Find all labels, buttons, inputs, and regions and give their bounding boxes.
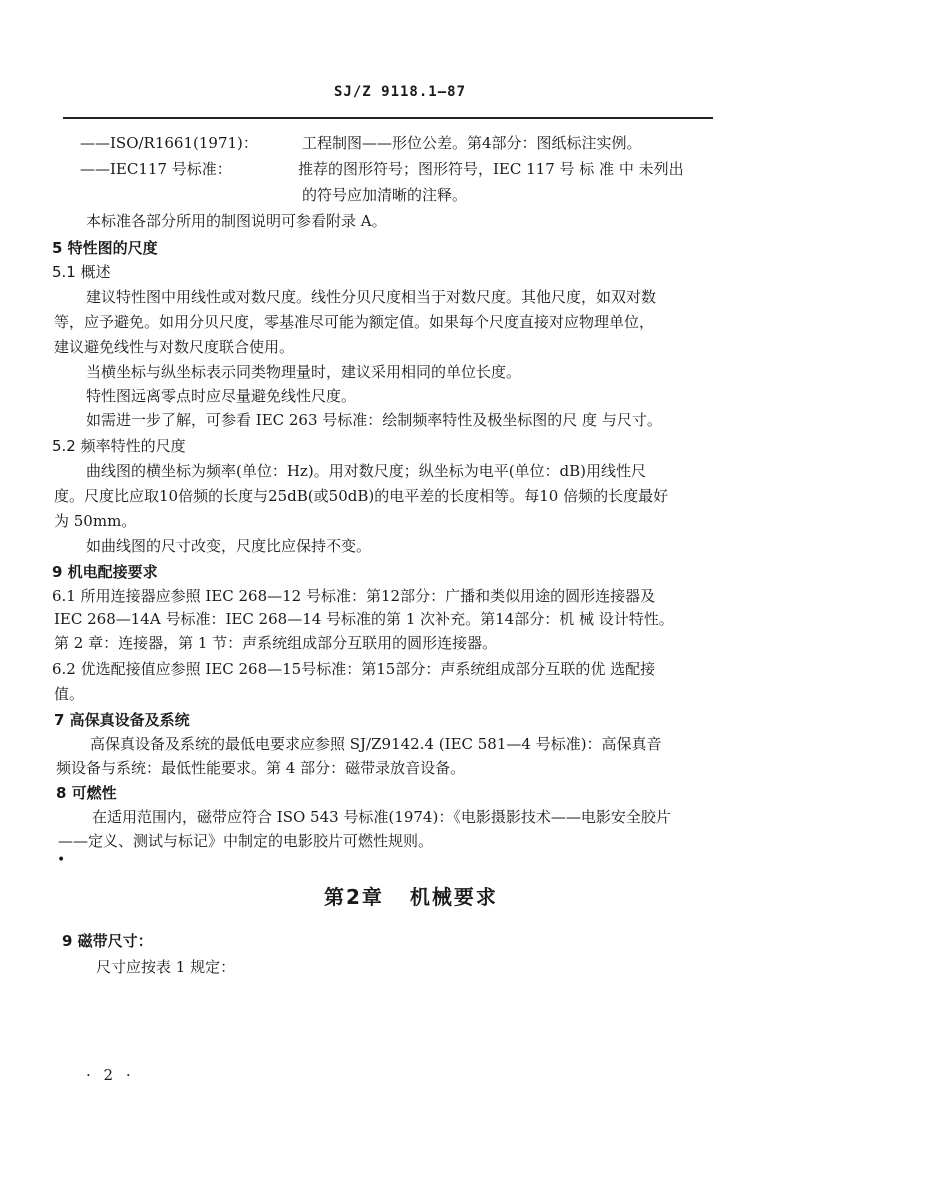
s6-line: 6.1 所用连接器应参照 IEC 268—12 号标准：第12部分：广播和类似用途的圆形连接器及: [52, 587, 656, 605]
ref-iec-desc: 推荐的图形符号；图形符号，IEC 117 号 标 准 中 未列出: [298, 160, 684, 178]
s5-line: 等，应予避免。如用分贝尺度，零基准尽可能为额定值。如果每个尺度直接对应物理单位，: [54, 313, 655, 331]
s6-line: 6.2 优选配接值应参照 IEC 268—15号标准：第15部分：声系统组成部分互联的优 选配接: [52, 660, 656, 678]
s5-line: 当横坐标与纵坐标表示同类物理量时，建议采用相同的单位长度。: [86, 363, 522, 381]
section-5-1-title: 5.1 概述: [52, 263, 111, 281]
chapter-title: 机械要求: [409, 885, 498, 909]
s5-line: 如需进一步了解，可参看 IEC 263 号标准：绘制频率特性及极坐标图的尺 度 与尺寸。: [86, 411, 662, 429]
s5-line: 建议特性图中用线性或对数尺度。线性分贝尺度相当于对数尺度。其他尺度，如双对数: [86, 288, 657, 306]
ref-iec-id: ——IEC117 号标准：: [80, 160, 232, 178]
s6-line: IEC 268—14A 号标准：IEC 268—14 号标准的第 1 次补充。第14部分：机 械 设计特性。: [54, 610, 674, 628]
s7-line: 高保真设备及系统的最低电要求应参照 SJ/Z9142.4 (IEC 581—4 号标准)：高保真音: [90, 735, 662, 753]
section-7-title: 7 高保真设备及系统: [54, 711, 190, 729]
section-6-title: 9 机电配接要求: [52, 563, 158, 581]
ref-iec-desc-cont: 的符号应加清晰的注释。: [302, 186, 468, 204]
s5-line: 特性图远离零点时应尽量避免线性尺度。: [86, 387, 357, 405]
section-5-2-title: 5.2 频率特性的尺度: [52, 437, 186, 455]
chapter-heading: [324, 881, 498, 910]
intro-text: 本标准各部分所用的制图说明可参看附录 A。: [86, 212, 387, 230]
standard-code: SJ/Z 9118.1—87: [334, 84, 467, 100]
s52-line: 曲线图的横坐标为频率(单位：Hz)。用对数尺度；纵坐标为电平(单位：dB)用线性尺: [86, 462, 647, 480]
s6-line: 第 2 章：连接器，第 1 节：声系统组成部分互联用的圆形连接器。: [54, 634, 498, 652]
section-8-title: 8 可燃性: [56, 784, 117, 802]
s9-line: 尺寸应按表 1 规定：: [96, 958, 236, 976]
section-9-title: 9 磁带尺寸：: [62, 932, 153, 950]
ref-iso-desc: 工程制图——形位公差。第4部分：图纸标注实例。: [302, 134, 642, 152]
s8-line: 在适用范围内，磁带应符合 ISO 543 号标准(1974)：《电影摄影技术——电影安全胶片: [92, 808, 671, 826]
stray-dot-mark: •: [57, 852, 66, 868]
s52-line: 度。尺度比应取10倍频的长度与25dB(或50dB)的电平差的长度相等。每10 倍频的长度最好: [54, 487, 669, 505]
s7-line: 频设备与系统：最低性能要求。第 4 部分：磁带录放音设备。: [56, 759, 466, 777]
s52-line: 为 50mm。: [54, 512, 137, 530]
chapter-number: 第2章: [324, 885, 384, 909]
section-5-title: 5 特性图的尺度: [52, 239, 158, 257]
s5-line: 建议避免线性与对数尺度联合使用。: [54, 338, 295, 356]
header-rule: [63, 117, 713, 119]
s8-line: ——定义、测试与标记》中制定的电影胶片可燃性规则。: [58, 832, 434, 850]
s6-line: 值。: [54, 685, 85, 703]
page-number: · 2 ·: [86, 1066, 135, 1084]
ref-iso-id: ——ISO/R1661(1971)：: [80, 134, 258, 152]
s52-line: 如曲线图的尺寸改变，尺度比应保持不变。: [86, 537, 372, 555]
